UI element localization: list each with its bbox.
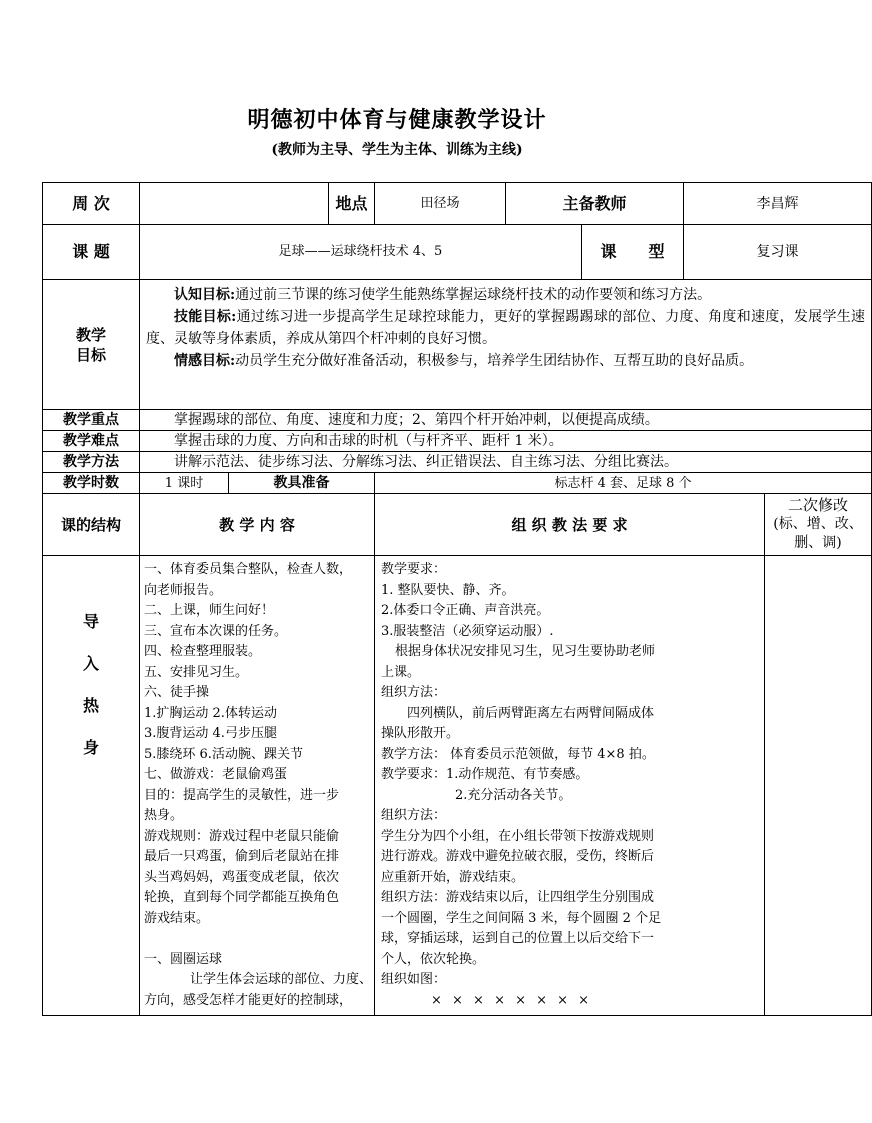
lesson-plan-table (42, 182, 872, 1016)
content-line: 五、安排见习生。 (144, 664, 249, 680)
cognitive-title: 认知目标: (174, 287, 236, 303)
method-label: 教学方法 (43, 452, 140, 473)
topic-value: 足球——运球绕杆技术 4、5 (140, 225, 582, 280)
revision-header-line1: 二次修改 (788, 496, 849, 514)
content-line: 3.腹背运动 4.弓步压腿 (144, 726, 277, 741)
cognitive-goal (146, 284, 865, 306)
org-line: 进行游戏。游戏中避免拉破衣服，受伤，终断后 (381, 849, 655, 864)
org-line: 球，穿插运球，运到自己的位置上以后交给下一 (381, 931, 655, 946)
org-line: 一个圆圈，学生之间间隔 3 米，每个圆圈 2 个足 (381, 910, 662, 926)
org-line: 3.服装整洁（必须穿运动服）. (381, 623, 554, 639)
org-line: 2.充分活动各关节。 (455, 787, 572, 803)
content-line: 轮换，直到每个同学都能互换角色 (144, 890, 340, 905)
org-line: 1. 整队要快、静、齐。 (381, 582, 515, 598)
content-line: 三、宣布本次课的任务。 (144, 623, 288, 639)
org-line: 上课。 (381, 664, 421, 680)
key-point-value: 掌握踢球的部位、角度、速度和力度；2、第四个杆开始冲刺，以便提高成绩。 (140, 410, 872, 431)
org-line: 2.体委口令正确、声音洪亮。 (381, 603, 550, 618)
section-warmup-revision (765, 556, 872, 1016)
content-line: 一、体育委员集合整队，检查人数， (144, 562, 353, 577)
goals-label-line2: 目标 (75, 345, 106, 364)
formation-diagram: × × × × × × × × (431, 992, 593, 1008)
skill-goal (146, 306, 865, 350)
org-line: 教学要求： (381, 562, 447, 577)
section-warmup-organization (375, 556, 765, 1016)
content-line: 最后一只鸡蛋，偷到后老鼠站在排 (144, 849, 340, 864)
org-line: 四列横队，前后两臂距离左右两臂间隔成体 (407, 705, 655, 721)
section-label-char: 导 (82, 612, 99, 631)
org-line: 学生分为四个小组，在小组长带领下按游戏规则 (381, 828, 655, 844)
row-method (43, 452, 872, 473)
row-section-warmup (43, 556, 872, 1016)
week-value (140, 183, 329, 225)
skill-title: 技能目标: (174, 309, 237, 325)
section-warmup-label (43, 556, 140, 1016)
row-hours (43, 473, 872, 494)
teacher-value: 李昌辉 (684, 183, 872, 225)
row-goals (43, 280, 872, 410)
revision-header (765, 494, 872, 556)
emotion-title: 情感目标: (174, 353, 236, 369)
content-header: 教 学 内 容 (140, 494, 375, 556)
equipment-label: 教具准备 (229, 473, 375, 494)
cognitive-text: 通过前三节课的练习使学生能熟练掌握运球绕杆技术的动作要领和练习方法。 (235, 287, 712, 303)
content-line: 5.膝绕环 6.活动腕、踝关节 (144, 746, 303, 762)
org-line: 应重新开始，游戏结束。 (381, 869, 525, 885)
content-line: 头当鸡妈妈，鸡蛋变成老鼠，依次 (144, 869, 340, 885)
key-point-label: 教学重点 (43, 410, 140, 431)
content-line: 游戏结束。 (144, 910, 210, 926)
content-line: 游戏规则：游戏过程中老鼠只能偷 (144, 828, 340, 844)
row-week (43, 183, 872, 225)
row-structure-header (43, 494, 872, 556)
type-label: 课 型 (582, 225, 684, 280)
hours-label: 教学时数 (43, 473, 140, 494)
row-topic (43, 225, 872, 280)
type-value: 复习课 (684, 225, 872, 280)
teacher-label: 主备教师 (506, 183, 684, 225)
row-key-point (43, 410, 872, 431)
org-line: 组织方法：游戏结束以后，让四组学生分别围成 (381, 890, 655, 905)
doc-subtitle: (教师为主导、学生为主体、训练为主线) (271, 142, 523, 158)
content-line: 方向，感受怎样才能更好的控制球， (144, 992, 353, 1008)
content-line-blank (144, 929, 371, 950)
content-line: 六、徒手操 (144, 685, 210, 700)
method-value: 讲解示范法、徒步练习法、分解练习法、纠正错误法、自主练习法、分组比赛法。 (140, 452, 872, 473)
content-line: 七、做游戏：老鼠偷鸡蛋 (144, 767, 288, 782)
section-label-char: 热 (82, 696, 99, 715)
content-line: 热身。 (144, 808, 184, 823)
content-line: 1.扩胸运动 2.体转运动 (144, 705, 277, 721)
equipment-value: 标志杆 4 套、足球 8 个 (375, 473, 872, 494)
section-warmup-content (140, 556, 375, 1016)
emotion-text: 动员学生充分做好准备活动，积极参与，培养学生团结协作、互帮互助的良好品质。 (235, 353, 754, 369)
structure-header: 课的结构 (43, 494, 140, 556)
org-line: 操队形散开。 (381, 726, 460, 741)
org-line: 组织方法： (381, 685, 447, 700)
skill-text: 通过练习进一步提高学生足球控球能力，更好的掌握踢踢球的部位、力度、角度和速度，发展学生速度、灵敏等身体素质，养成从第四个杆冲刺的良好习惯。 (146, 309, 866, 347)
week-label: 周 次 (43, 183, 140, 225)
content-line: 让学生体会运球的部位、力度、 (190, 972, 373, 987)
org-line: 教学要求：1.动作规范、有节奏感。 (381, 767, 589, 782)
org-line: 个人，依次轮换。 (381, 951, 486, 967)
emotion-goal (146, 350, 865, 372)
doc-title: 明德初中体育与健康教学设计 (247, 107, 547, 133)
goals-label-line1: 教学 (75, 325, 106, 344)
difficulty-label: 教学难点 (43, 431, 140, 452)
hours-value: 1 课时 (140, 473, 229, 494)
content-line: 一、圆圈运球 (144, 951, 223, 967)
difficulty-value: 掌握击球的力度、方向和击球的时机（与杆齐平、距杆 1 米）。 (140, 431, 872, 452)
location-value: 田径场 (375, 183, 506, 225)
content-line: 目的：提高学生的灵敏性，进一步 (144, 787, 340, 803)
org-line: 教学方法： 体育委员示范领做，每节 4×8 拍。 (381, 746, 655, 762)
org-line: 组织方法： (381, 808, 447, 823)
location-label: 地点 (329, 183, 375, 225)
content-line: 二、上课，师生问好！ (144, 603, 275, 618)
org-line: 根据身体状况安排见习生，见习生要协助老师 (395, 644, 656, 659)
org-line: 组织如图： (381, 972, 447, 987)
row-difficulty (43, 431, 872, 452)
content-line: 向老师报告。 (144, 582, 223, 598)
goals-label (43, 280, 140, 410)
goals-content (140, 280, 872, 410)
revision-header-line2: (标、增、改、 (773, 516, 863, 532)
content-line: 四、检查整理服装。 (144, 644, 262, 659)
organization-header: 组 织 教 法 要 求 (375, 494, 765, 556)
section-label-char: 入 (82, 654, 99, 673)
topic-label: 课 题 (43, 225, 140, 280)
section-label-char: 身 (82, 738, 99, 757)
revision-header-line3: 删、调) (794, 535, 842, 551)
